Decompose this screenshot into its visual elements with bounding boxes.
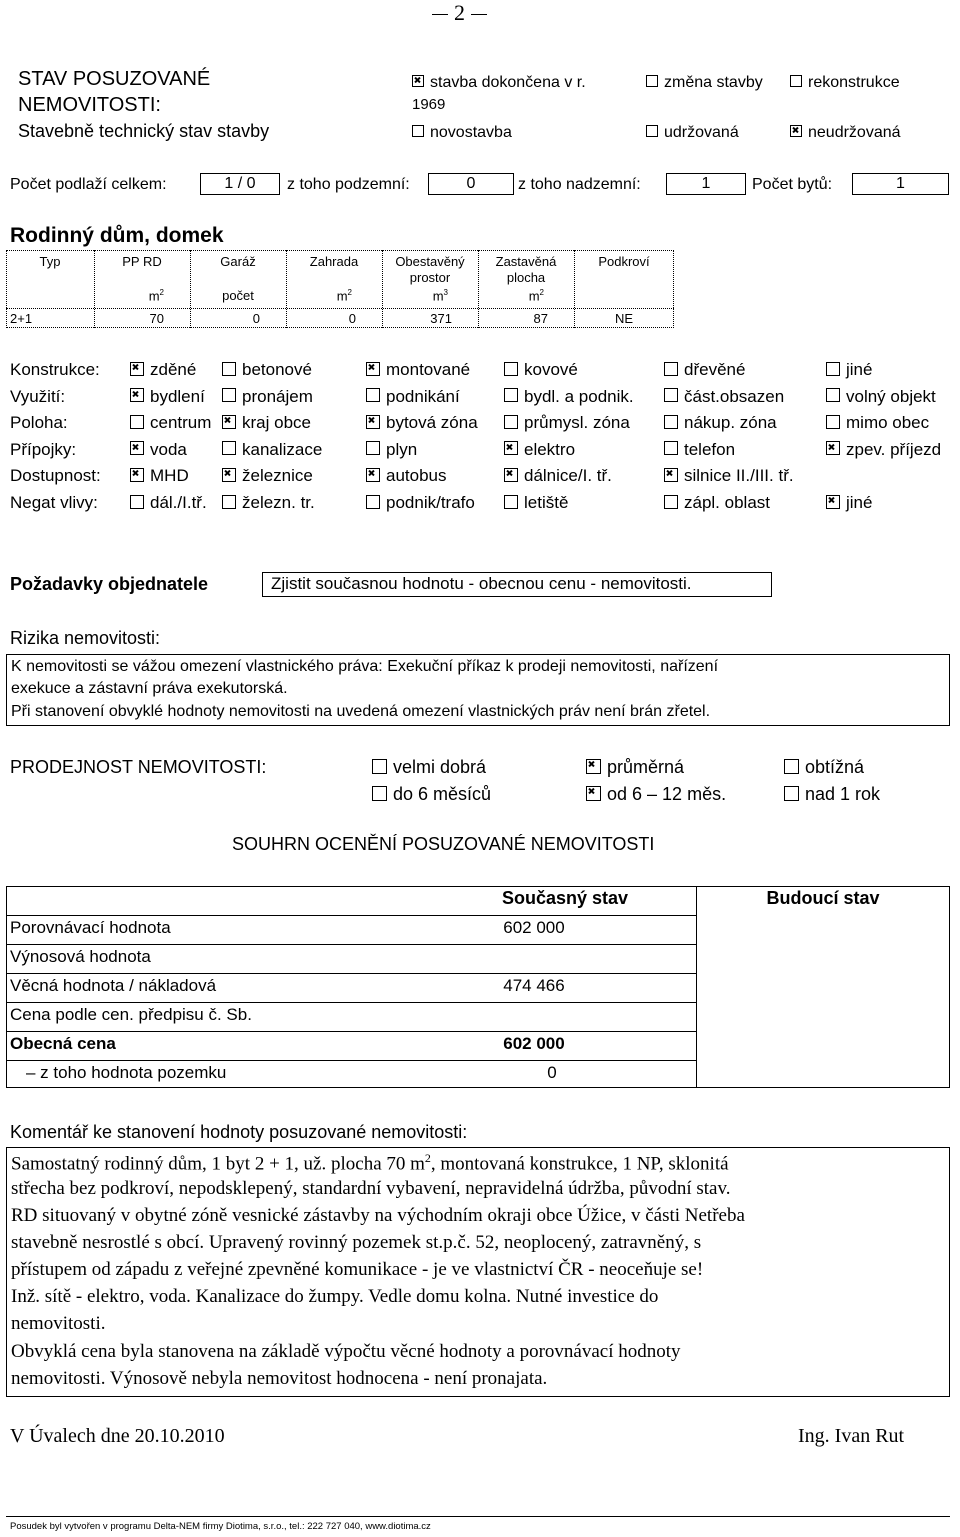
attr-option-label: letiště xyxy=(524,493,569,512)
floors-above-box xyxy=(666,173,746,195)
sale-opt-label: průměrná xyxy=(607,757,685,777)
value-pprd: 70 xyxy=(149,311,164,326)
row-label-cena-predpis: Cena podle cen. předpisu č. Sb. xyxy=(10,1005,252,1024)
attr-option xyxy=(826,493,872,513)
attr-option-label: zpev. příjezd xyxy=(846,439,942,459)
col-obestaveny xyxy=(382,254,478,286)
col-garaz: Garáž xyxy=(220,254,256,269)
value-typ: 2+1 xyxy=(10,311,33,326)
attr-option xyxy=(130,493,207,513)
page-number-text: 2 xyxy=(454,0,465,25)
attr-row-label: Konstrukce: xyxy=(10,360,100,379)
floors-under-label: z toho podzemní: xyxy=(287,176,410,193)
risks-line3: Při stanovení obvyklé hodnoty nemovitosti na uvedená omezení vlastnických práv není brán zřetel. xyxy=(11,703,711,720)
attr-option-label: silnice II./III. tř. xyxy=(684,466,794,486)
attr-option-label: kovové xyxy=(524,360,578,379)
floors-total-box xyxy=(200,173,280,195)
year-value: 1969 xyxy=(412,96,446,113)
attr-option-label: zděné xyxy=(150,360,197,379)
attr-option xyxy=(664,387,784,407)
attr-row-label: Negat vlivy: xyxy=(10,493,98,512)
comment-line9: nemovitosti. Výnosově nebyla nemovitost hodnocena - není pronajata. xyxy=(11,1368,548,1389)
attr-option xyxy=(366,387,460,407)
attr-option xyxy=(504,466,612,486)
col-zastavena-1: Zastavěná xyxy=(495,254,557,269)
unit-text: m xyxy=(432,288,444,304)
attr-row-label: Dostupnost: xyxy=(10,466,101,486)
checkbox-icon xyxy=(826,362,840,376)
value-zastavena: 87 xyxy=(533,311,548,326)
unit-zastavena xyxy=(478,288,574,303)
option-label: novostavba xyxy=(430,124,512,141)
attr-option-label: průmysl. zóna xyxy=(524,413,630,433)
row-value-vecna: 474 466 xyxy=(503,976,565,995)
checkbox-icon xyxy=(222,495,236,509)
checkbox-checked-icon xyxy=(412,75,424,87)
section-title-1: STAV POSUZOVANÉ xyxy=(18,68,211,90)
comment-line1 xyxy=(11,1151,729,1175)
attr-option-label: bytová zóna xyxy=(386,413,478,433)
attr-option xyxy=(222,387,313,407)
option-label: rekonstrukce xyxy=(808,74,900,91)
checkbox-icon xyxy=(504,495,518,509)
attr-option xyxy=(366,493,475,513)
checkbox-icon xyxy=(664,388,678,402)
row-label-obecna: Obecná cena xyxy=(10,1034,116,1053)
value-obestaveny: 371 xyxy=(430,311,452,326)
attr-row-label: Poloha: xyxy=(10,413,68,433)
checkbox-icon xyxy=(366,388,380,402)
floors-under-box xyxy=(428,173,514,195)
row-value-pozemek: 0 xyxy=(547,1063,557,1082)
requirements-label: Požadavky objednatele xyxy=(10,574,209,594)
checkbox-icon xyxy=(222,441,236,455)
checkbox-icon xyxy=(372,786,387,801)
comment-line3: RD situovaný v obytné zóně vesnické zástavby na východním okraji obce Úžice, v části Netřeba xyxy=(11,1205,745,1226)
option-rekonstrukce xyxy=(790,74,900,92)
attr-option xyxy=(222,466,313,486)
attr-option-label: jiné xyxy=(846,360,873,379)
unit-sup: 2 xyxy=(159,288,164,297)
unit-zahrada xyxy=(286,288,382,303)
attr-option xyxy=(826,413,929,433)
checkbox-checked-icon xyxy=(586,786,601,801)
risks-box xyxy=(6,654,950,726)
option-dokoncena xyxy=(412,74,586,92)
checkbox-icon xyxy=(784,786,799,801)
checkbox-checked-icon xyxy=(504,468,518,482)
sale-opt4 xyxy=(372,784,491,805)
floors-total-label: Počet podlaží celkem: xyxy=(10,176,167,193)
flats-box xyxy=(852,173,949,195)
attr-option-label: bydl. a podnik. xyxy=(524,386,634,406)
sale-label: PRODEJNOST NEMOVITOSTI: xyxy=(10,757,267,777)
option-neudrzovana xyxy=(790,124,901,142)
unit-obestaveny xyxy=(382,288,478,303)
attr-option-label: bydlení xyxy=(150,386,205,406)
flats-value: 1 xyxy=(896,175,905,192)
attr-option-label: dálnice/I. tř. xyxy=(524,466,612,486)
floors-above-label: z toho nadzemní: xyxy=(518,176,641,193)
value-podkrovi: NE xyxy=(614,311,634,326)
checkbox-icon xyxy=(664,441,678,455)
requirements-text: Zjistit současnou hodnotu - obecnou cenu - nemovitosti. xyxy=(271,574,692,593)
checkbox-checked-icon xyxy=(586,759,601,774)
attr-option-label: mimo obec xyxy=(846,413,930,433)
attr-option xyxy=(130,413,211,433)
col-typ: Typ xyxy=(39,254,61,269)
attr-option xyxy=(826,360,872,380)
checkbox-checked-icon xyxy=(826,441,840,455)
checkbox-checked-icon xyxy=(366,415,380,429)
sale-opt-label: od 6 – 12 měs. xyxy=(607,784,727,804)
checkbox-checked-icon xyxy=(130,441,144,455)
tech-state-label: Stavebně technický stav stavby xyxy=(18,121,270,141)
checkbox-icon xyxy=(826,388,840,402)
checkbox-checked-icon xyxy=(664,468,678,482)
attr-option xyxy=(366,413,478,433)
risks-line2: exekuce a zástavní práva exekutorská. xyxy=(11,680,288,697)
attr-option xyxy=(130,440,187,460)
checkbox-checked-icon xyxy=(826,495,840,509)
attr-option-label: plyn xyxy=(386,439,418,459)
col-zahrada: Zahrada xyxy=(309,254,359,269)
attr-option xyxy=(826,387,936,407)
floors-above-value: 1 xyxy=(701,175,711,192)
attr-option-label: podnikání xyxy=(386,386,460,406)
comment-line5: přístupem od západu z veřejné zpevněné komunikace - je ve vlastnictví ČR - neoceňuje se! xyxy=(11,1259,704,1280)
checkbox-icon xyxy=(366,495,380,509)
attr-option-label: část.obsazen xyxy=(684,386,785,406)
page-number xyxy=(432,0,487,26)
comment-line7: nemovitosti. xyxy=(11,1313,106,1334)
attr-option-label: MHD xyxy=(150,466,189,486)
floors-under-value: 0 xyxy=(466,175,476,192)
row-label-pozemek: – z toho hodnota pozemku xyxy=(26,1063,227,1082)
checkbox-checked-icon xyxy=(504,441,518,455)
option-label: udržovaná xyxy=(664,124,739,141)
unit-garaz: počet xyxy=(222,288,254,303)
unit-pprd xyxy=(94,288,190,303)
attr-option xyxy=(366,440,417,460)
checkbox-icon xyxy=(826,415,840,429)
attr-option xyxy=(664,360,745,380)
comment-label: Komentář ke stanovení hodnoty posuzované nemovitosti: xyxy=(10,1122,468,1142)
col-obestaveny-2: prostor xyxy=(409,270,451,285)
sale-opt-label: velmi dobrá xyxy=(393,757,487,777)
checkbox-icon xyxy=(646,75,658,87)
attr-option xyxy=(130,466,189,486)
checkbox-icon xyxy=(784,759,799,774)
col-podkrovi: Podkroví xyxy=(598,254,650,269)
risks-label: Rizika nemovitosti: xyxy=(10,628,161,648)
attr-option-label: železnice xyxy=(242,466,313,486)
sale-opt3 xyxy=(784,757,864,778)
attr-option-label: železn. tr. xyxy=(242,493,315,512)
house-table xyxy=(6,250,674,328)
comment-line8: Obvyklá cena byla stanovena na základě výpočtu věcné hodnoty a porovnávací hodnoty xyxy=(11,1341,681,1362)
col-zastavena xyxy=(478,254,574,286)
checkbox-icon xyxy=(222,388,236,402)
checkbox-checked-icon xyxy=(222,415,236,429)
value-zahrada: 0 xyxy=(348,311,356,326)
checkbox-checked-icon xyxy=(130,468,144,482)
comment-line1-tail: , montovaná konstrukce, 1 NP, sklonitá xyxy=(430,1153,729,1175)
attr-option-label: voda xyxy=(150,439,187,459)
col-zastavena-2: plocha xyxy=(506,270,546,285)
checkbox-checked-icon xyxy=(222,468,236,482)
attr-option-label: kanalizace xyxy=(242,439,323,459)
option-label: změna stavby xyxy=(664,74,763,91)
risks-line1: K nemovitosti se vážou omezení vlastnického práva: Exekuční příkaz k prodeji nemovitosti, nařízení xyxy=(11,658,719,675)
col-obestaveny-1: Obestavěný xyxy=(395,254,465,269)
checkbox-icon xyxy=(504,388,518,402)
summary-table xyxy=(6,886,950,1088)
attr-option-label: zápl. oblast xyxy=(684,493,770,512)
attr-option xyxy=(130,360,196,380)
attr-option-label: montované xyxy=(386,360,471,379)
sale-opt1 xyxy=(372,757,486,778)
checkbox-icon xyxy=(130,415,144,429)
value-garaz: 0 xyxy=(252,311,260,326)
attr-option xyxy=(222,440,322,460)
footer-divider xyxy=(6,1516,950,1517)
checkbox-checked-icon xyxy=(366,468,380,482)
attr-option xyxy=(504,413,630,433)
unit-text: m xyxy=(148,288,160,304)
summary-title: SOUHRN OCENĚNÍ POSUZOVANÉ NEMOVITOSTI xyxy=(232,834,655,854)
attr-option xyxy=(504,387,634,407)
attr-row-label: Využití: xyxy=(10,386,66,406)
row-value-obecna: 602 000 xyxy=(503,1034,565,1053)
checkbox-icon xyxy=(412,125,424,137)
col-current: Současný stav xyxy=(501,888,629,908)
checkbox-icon xyxy=(130,495,144,509)
flats-label: Počet bytů: xyxy=(752,176,833,193)
attr-option xyxy=(366,466,447,486)
row-label-porovnavaci: Porovnávací hodnota xyxy=(10,918,171,937)
col-future: Budoucí stav xyxy=(766,888,880,908)
option-zmena xyxy=(646,74,763,92)
attr-option xyxy=(222,413,311,433)
attr-option xyxy=(664,413,777,433)
unit-sup: 2 xyxy=(347,288,352,297)
unit-sup: 2 xyxy=(539,288,544,297)
option-label: stavba dokončena v r. xyxy=(430,74,586,91)
attr-option-label: pronájem xyxy=(242,386,313,406)
row-label-vecna: Věcná hodnota / nákladová xyxy=(10,976,217,995)
sale-opt-label: do 6 měsíců xyxy=(393,784,492,804)
attr-option-label: podnik/trafo xyxy=(386,493,475,512)
attr-option xyxy=(130,387,205,407)
option-label: neudržovaná xyxy=(808,124,901,141)
checkbox-icon xyxy=(504,415,518,429)
comment-line1-text: Samostatný rodinný dům, 1 byt 2 + 1, už. plocha 70 m xyxy=(11,1153,425,1175)
comment-line2: střecha bez podkroví, nepodsklepený, standardní vybavení, nepravidelná údržba, původní stav. xyxy=(11,1178,731,1199)
attr-option-label: betonové xyxy=(242,360,312,379)
option-novostavba xyxy=(412,124,512,142)
checkbox-checked-icon xyxy=(130,388,144,402)
attr-option xyxy=(664,440,735,460)
attr-option-label: autobus xyxy=(386,466,447,486)
checkbox-icon xyxy=(664,495,678,509)
checkbox-icon xyxy=(664,362,678,376)
comment-line6: Inž. sítě - elektro, voda. Kanalizace do žumpy. Vedle domu kolna. Nutné investice do xyxy=(11,1286,659,1307)
attr-option xyxy=(222,493,315,513)
sale-opt6 xyxy=(784,784,880,805)
house-title: Rodinný dům, domek xyxy=(10,224,224,247)
attr-option xyxy=(504,440,575,460)
sale-opt2 xyxy=(586,757,684,778)
checkbox-icon xyxy=(366,441,380,455)
checkbox-icon xyxy=(790,75,802,87)
comment-line4: stavebně nesrostlé s obcí. Upravený rovinný pozemek st.p.č. 52, neoplocený, zatravněný, s xyxy=(11,1232,702,1253)
checkbox-icon xyxy=(222,362,236,376)
attr-option-label: dál./I.tř. xyxy=(150,493,207,512)
attr-row-label: Přípojky: xyxy=(10,439,77,459)
attr-option xyxy=(504,493,568,513)
unit-text: m xyxy=(336,288,348,304)
sale-opt-label: nad 1 rok xyxy=(805,784,881,804)
author: Ing. Ivan Rut xyxy=(798,1425,905,1447)
unit-text: m xyxy=(528,288,540,304)
row-label-vynosova: Výnosová hodnota xyxy=(10,947,151,966)
footer-note: Posudek byl vytvořen v programu Delta-NEM firmy Diotima, s.r.o., tel.: 222 727 040, www.diotima.cz xyxy=(10,1521,431,1532)
unit-sup: 3 xyxy=(443,288,448,297)
attr-option-label: kraj obce xyxy=(242,413,311,433)
attr-option-label: volný objekt xyxy=(846,386,936,406)
attr-option-label: elektro xyxy=(524,439,576,459)
row-value-porovnavaci: 602 000 xyxy=(503,918,565,937)
floors-total-value: 1 / 0 xyxy=(224,175,256,192)
attr-option xyxy=(366,360,470,380)
attr-option xyxy=(664,493,770,513)
attr-option-label: nákup. zóna xyxy=(684,413,777,433)
comment-box xyxy=(6,1147,950,1397)
attr-option xyxy=(222,360,312,380)
checkbox-icon xyxy=(504,362,518,376)
place-date: V Úvalech dne 20.10.2010 xyxy=(10,1425,225,1447)
attr-option-label: jiné xyxy=(846,493,873,512)
attr-option xyxy=(664,466,794,486)
attr-option xyxy=(826,440,941,460)
checkbox-checked-icon xyxy=(366,362,380,376)
attr-option-label: dřevěné xyxy=(684,360,746,379)
checkbox-checked-icon xyxy=(790,125,802,137)
attr-option-label: telefon xyxy=(684,439,736,459)
attr-option-label: centrum xyxy=(150,413,212,433)
checkbox-checked-icon xyxy=(130,362,144,376)
checkbox-icon xyxy=(664,415,678,429)
attr-option xyxy=(504,360,578,380)
col-pprd: PP RD xyxy=(122,254,162,269)
sale-opt-label: obtížná xyxy=(805,757,865,777)
checkbox-icon xyxy=(372,759,387,774)
requirements-box xyxy=(262,572,772,597)
comment-line1-sup: 2 xyxy=(424,1151,431,1165)
section-title-2: NEMOVITOSTI: xyxy=(18,94,161,116)
option-udrzovana xyxy=(646,124,739,142)
sale-opt5 xyxy=(586,784,726,805)
checkbox-icon xyxy=(646,125,658,137)
